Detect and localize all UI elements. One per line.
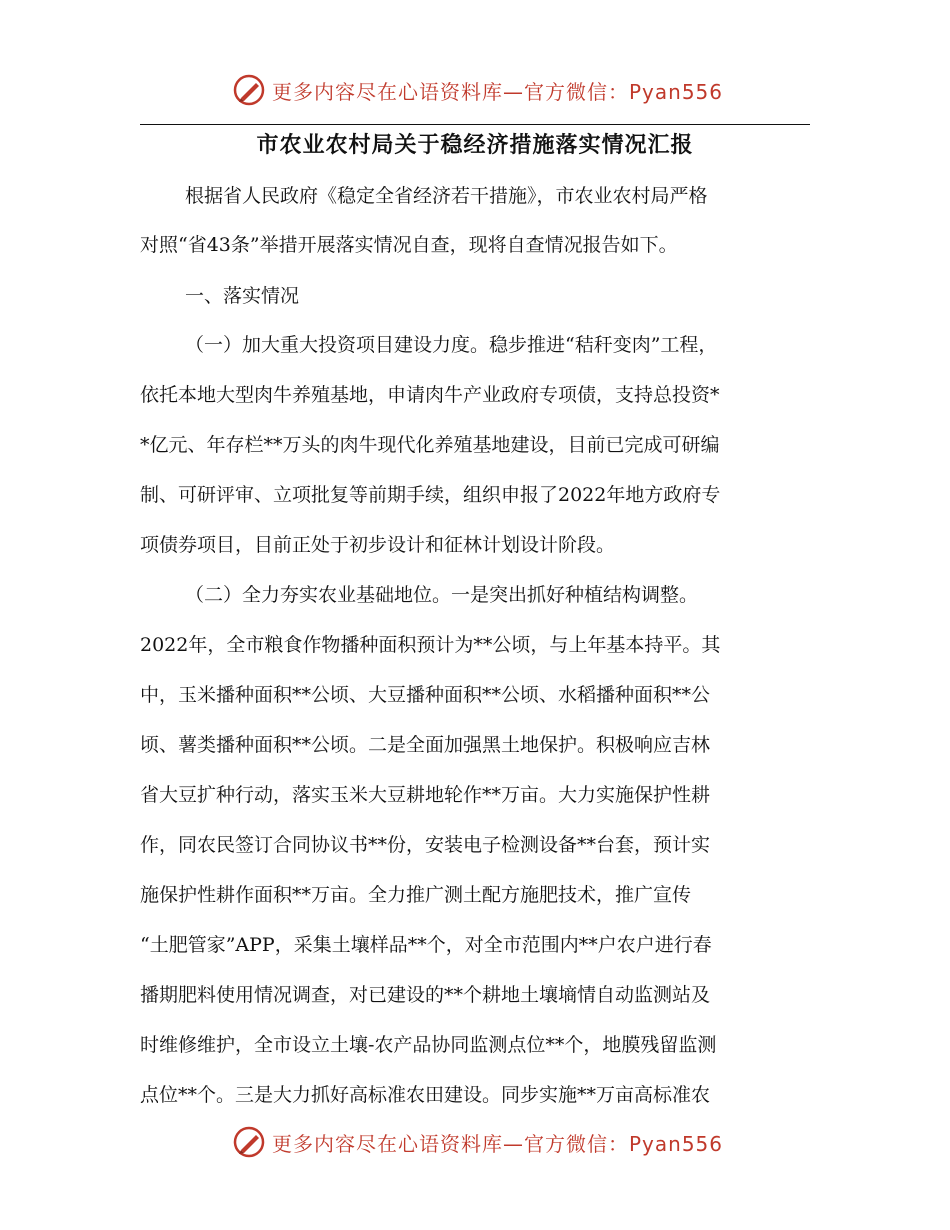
body-line: 根据省人民政府《稳定全省经济若干措施》，市农业农村局严格 [185, 185, 708, 207]
body-line: （一）加大重大投资项目建设力度。稳步推进“秸秆变肉”工程， [185, 334, 718, 356]
body-line: 作，同农民签订合同协议书**份，安装电子检测设备**台套，预计实 [140, 834, 711, 856]
body-line: 依托本地大型肉牛养殖基地，申请肉牛产业政府专项债，支持总投资* [140, 384, 720, 406]
body-line: 项债券项目，目前正处于初步设计和征林计划设计阶段。 [140, 534, 616, 556]
body-line: 2022年，全市粮食作物播种面积预计为**公顷，与上年基本持平。其 [140, 634, 721, 656]
body-line: 点位**个。三是大力抓好高标准农田建设。同步实施**万亩高标准农 [140, 1084, 711, 1106]
body-line: 省大豆扩种行动，落实玉米大豆耕地轮作**万亩。大力实施保护性耕 [140, 784, 711, 806]
body-line: 顷、薯类播种面积**公顷。二是全面加强黑土地保护。积极响应吉林 [140, 734, 711, 756]
watermark-text: 更多内容尽在心语资料库—官方微信：Pyan556 [272, 79, 724, 104]
body-line: 时维修维护，全市设立土壤-农产品协同监测点位**个，地膜残留监测 [140, 1034, 717, 1056]
header-watermark [232, 70, 724, 110]
section-heading: 一、落实情况 [185, 285, 300, 307]
body-line: 对照“省43条”举措开展落实情况自查，现将自查情况报告如下。 [140, 234, 678, 256]
pen-logo-icon [232, 73, 266, 107]
body-line: 播期肥料使用情况调查，对已建设的**个耕地土壤墒情自动监测站及 [140, 984, 711, 1006]
watermark-text: 更多内容尽在心语资料库—官方微信：Pyan556 [272, 1131, 724, 1156]
body-line: 施保护性耕作面积**万亩。全力推广测土配方施肥技术，推广宣传 [140, 884, 692, 906]
body-line: 制、可研评审、立项批复等前期手续，组织申报了2022年地方政府专 [140, 484, 721, 506]
header-rule [140, 124, 810, 125]
document-title: 市农业农村局关于稳经济措施落实情况汇报 [256, 132, 694, 158]
body-line: *亿元、年存栏**万头的肉牛现代化养殖基地建设，目前已完成可研编 [140, 434, 720, 456]
body-line: 中，玉米播种面积**公顷、大豆播种面积**公顷、水稻播种面积**公 [140, 684, 711, 706]
body-line: （二）全力夯实农业基础地位。一是突出抓好种植结构调整。 [185, 584, 699, 606]
body-line: “土肥管家”APP，采集土壤样品**个，对全市范围内**户农户进行春 [140, 934, 712, 956]
pen-logo-icon [232, 1125, 266, 1159]
footer-watermark [232, 1122, 724, 1162]
